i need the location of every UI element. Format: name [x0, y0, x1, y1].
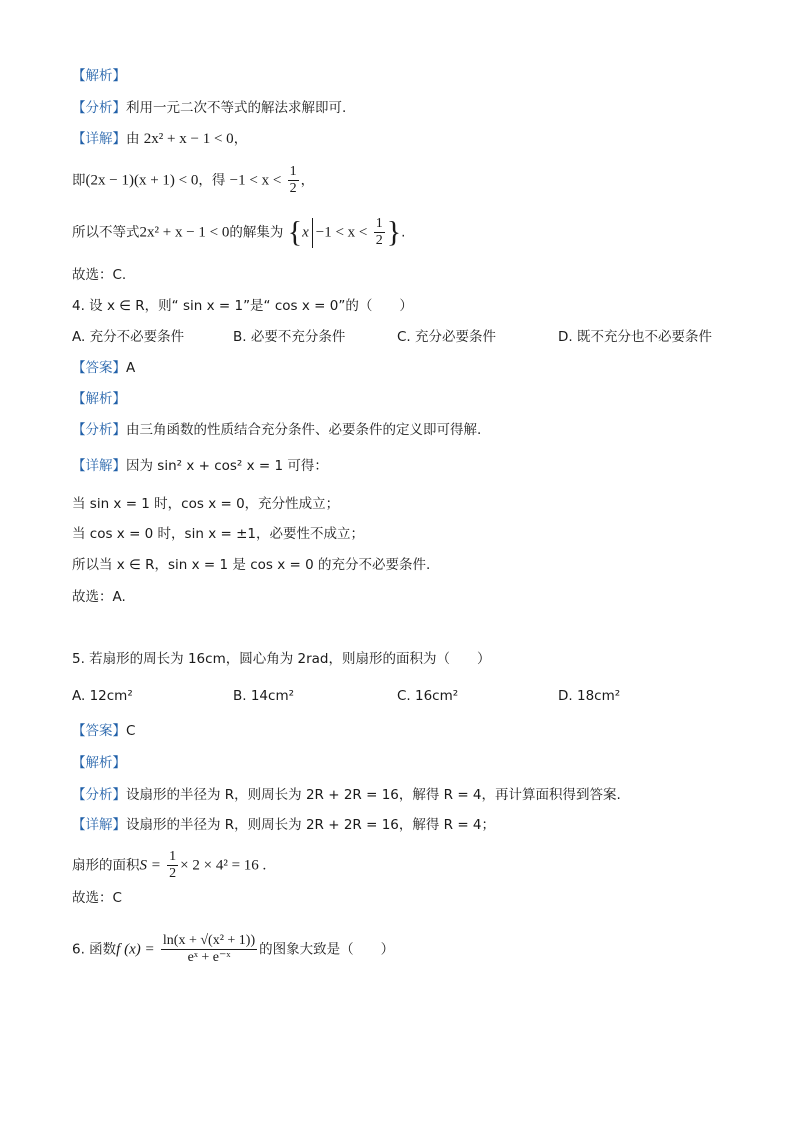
- analysis-header-q5: 【解析】: [72, 755, 126, 771]
- q5-option-d: D. 18cm²: [558, 688, 621, 704]
- q4-stem: 4. 设 x ∈ R，则“ sin x = 1”是“ cos x = 0”的（ ）: [72, 298, 413, 314]
- q4-option-a: A. 充分不必要条件: [72, 329, 185, 345]
- q5-area-line: 扇形的面积S = $\frac{1}{2}$ × 2 × 4² = 16 .: [72, 849, 267, 881]
- q5-stem: 5. 若扇形的周长为 16cm，圆心角为 2rad，则扇形的面积为（ ）: [72, 651, 491, 667]
- q4-option-c: C. 充分必要条件: [397, 329, 497, 345]
- q3-detail-line2: 即(2x − 1)(x + 1) < 0，得 −1 < x < $\frac{1}{2}$ ，: [72, 164, 315, 196]
- q4-choice: 故选：A.: [72, 589, 126, 605]
- q4-analysis-line: 【分析】由三角函数的性质结合充分条件、必要条件的定义即可得解.: [72, 422, 482, 438]
- q4-option-d: D. 既不充分也不必要条件: [558, 329, 712, 345]
- q4-option-b: B. 必要不充分条件: [233, 329, 346, 345]
- q4-detail-line4: 所以当 x ∈ R，sin x = 1 是 cos x = 0 的充分不必要条件.: [72, 557, 431, 573]
- q6-stem: 6. 函数f (x) = $\frac{\text{ln(x + √(x² + 1))}}{\text{eˣ + e⁻ˣ}}$ 的图象大致是（ ）: [72, 933, 395, 965]
- q4-detail-line1: 【详解】因为 sin² x + cos² x = 1 可得：: [72, 458, 328, 474]
- analysis-header-q4: 【解析】: [72, 391, 126, 407]
- q5-detail-line1: 【详解】设扇形的半径为 R，则周长为 2R + 2R = 16，解得 R = 4；: [72, 817, 496, 833]
- q5-option-b: B. 14cm²: [233, 688, 295, 704]
- analysis-header-q3: 【解析】: [72, 68, 126, 84]
- fraction-half-area: $\frac{1}{2}$: [169, 849, 177, 881]
- q5-option-a: A. 12cm²: [72, 688, 133, 704]
- q4-answer: 【答案】A: [72, 360, 136, 376]
- q3-choice: 故选：C.: [72, 267, 127, 283]
- q5-option-c: C. 16cm²: [397, 688, 459, 704]
- q5-analysis-line: 【分析】设扇形的半径为 R，则周长为 2R + 2R = 16，解得 R = 4，再计算面积得到答案.: [72, 787, 621, 803]
- q3-analysis-line: 【分析】利用一元二次不等式的解法求解即可.: [72, 100, 347, 116]
- q4-detail-line3: 当 cos x = 0 时，sin x = ±1，必要性不成立；: [72, 526, 364, 542]
- function-fraction: $\frac{\text{ln(x + √(x² + 1))}}{\text{eˣ + e⁻ˣ}}$: [162, 933, 256, 965]
- q5-choice: 故选：C: [72, 890, 122, 906]
- fraction-half-set: $\frac{1}{2}$: [375, 216, 383, 248]
- fraction-half: $\frac{1}{2}$: [289, 164, 297, 196]
- q3-detail-line3: 所以不等式2x² + x − 1 < 0的解集为 {x −1 < x < $\frac{1}{2}$ }.: [72, 215, 406, 249]
- q3-detail-line1: 【详解】由 2x² + x − 1 < 0，: [72, 131, 248, 147]
- q5-answer: 【答案】C: [72, 723, 136, 739]
- q4-detail-line2: 当 sin x = 1 时，cos x = 0，充分性成立；: [72, 496, 340, 512]
